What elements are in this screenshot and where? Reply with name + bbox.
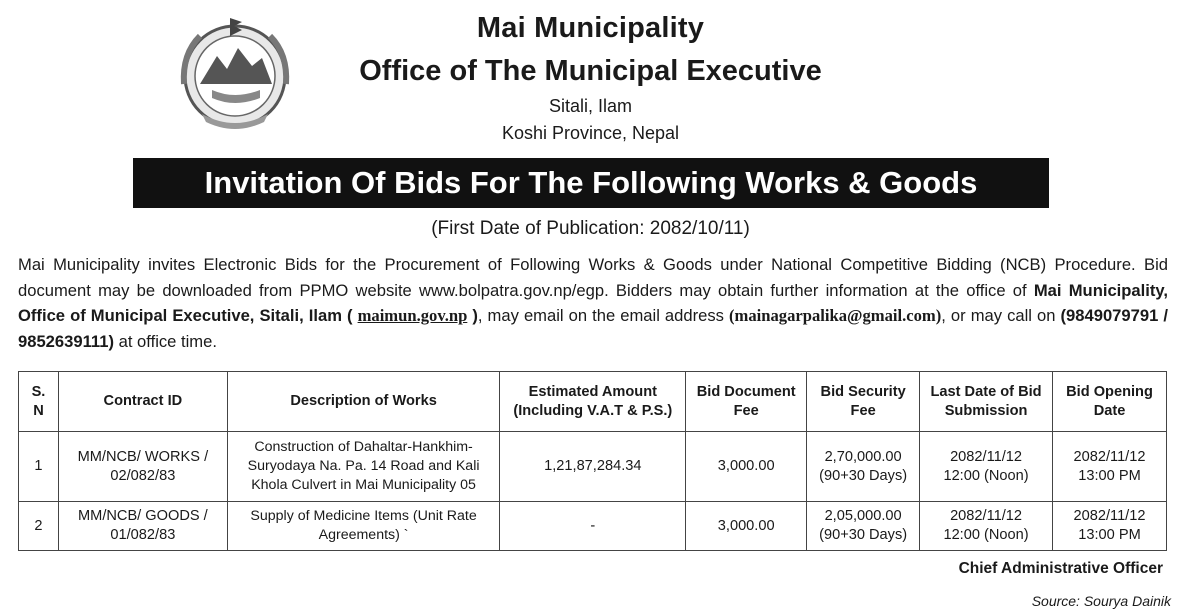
cell-opening-date xyxy=(1053,432,1167,502)
header-description: Description of Works xyxy=(227,372,500,432)
intro-paragraph xyxy=(18,252,1168,354)
notice-banner: Invitation Of Bids For The Following Works & Goods xyxy=(133,158,1049,208)
cell-estimated-amount: - xyxy=(500,502,686,551)
header-doc-fee: Bid Document Fee xyxy=(686,372,807,432)
table-row xyxy=(19,432,1167,502)
security-amount: 2,05,000.00 xyxy=(824,508,902,525)
cell-doc-fee: 3,000.00 xyxy=(686,502,807,551)
source-credit: Source: Sourya Dainik xyxy=(1031,593,1171,609)
intro-text-4: at office time. xyxy=(113,331,217,351)
cell-doc-fee: 3,000.00 xyxy=(686,432,807,502)
table-row xyxy=(19,502,1167,551)
header-opening-date: Bid Opening Date xyxy=(1053,372,1167,432)
cell-description: Construction of Dahaltar-Hankhim-Suryodaya Na. Pa. 14 Road and Kali Khola Culvert in Mai Municipality 05 xyxy=(227,432,500,502)
cell-estimated-amount: 1,21,87,284.34 xyxy=(500,432,686,502)
phone-numbers: (9849079791 / 9852639111) xyxy=(18,306,1168,351)
intro-text-1: Mai Municipality invites Electronic Bids for the Procurement of Following Works & Goods under National Competitive Bidding (NCB) Procedure. Bid document may be downloaded from PPMO website www.bolpatra.gov.np/egp. Bidders may obtain further information at the office of xyxy=(18,255,1168,300)
security-days: (90+30 Days) xyxy=(819,527,908,544)
cell-description: Supply of Medicine Items (Unit Rate Agreements) ` xyxy=(227,502,500,551)
security-days: (90+30 Days) xyxy=(819,467,908,484)
office-address-bold: Mai Municipality, Office of Municipal Executive, Sitali, Ilam ( xyxy=(18,280,1168,325)
last-date: 2082/11/12 xyxy=(950,448,1023,465)
last-time: 12:00 (Noon) xyxy=(943,467,1029,484)
publication-date: (First Date of Publication: 2082/10/11) xyxy=(431,218,750,239)
cell-last-date xyxy=(920,432,1053,502)
cell-contract-id: MM/NCB/ GOODS / 01/082/83 xyxy=(58,502,227,551)
last-time: 12:00 (Noon) xyxy=(943,527,1029,544)
opening-time: 13:00 PM xyxy=(1078,467,1141,484)
cell-last-date xyxy=(920,502,1053,551)
close-paren: ) xyxy=(472,306,478,325)
last-date: 2082/11/12 xyxy=(950,508,1023,525)
header-last-date: Last Date of Bid Submission xyxy=(920,372,1053,432)
bids-table xyxy=(18,371,1167,551)
address-line-2: Koshi Province, Nepal xyxy=(501,123,680,143)
cell-opening-date xyxy=(1053,502,1167,551)
email-link[interactable]: (mainagarpalika@gmail.com) xyxy=(729,306,942,325)
security-amount: 2,70,000.00 xyxy=(824,448,902,465)
opening-date: 2082/11/12 xyxy=(1073,508,1146,525)
office-name: Office of The Municipal Executive xyxy=(359,55,822,87)
address-line-1: Sitali, Ilam xyxy=(548,96,633,116)
opening-time: 13:00 PM xyxy=(1078,527,1141,544)
cell-security-fee xyxy=(807,432,920,502)
website-link[interactable]: maimun.gov.np xyxy=(357,306,468,325)
opening-date: 2082/11/12 xyxy=(1073,448,1146,465)
cell-sn: 1 xyxy=(19,432,59,502)
header-sn: S. N xyxy=(19,372,59,432)
intro-text-2: , may email on the email address xyxy=(477,306,729,325)
cell-contract-id: MM/NCB/ WORKS / 02/082/83 xyxy=(58,432,227,502)
header-security-fee: Bid Security Fee xyxy=(807,372,920,432)
signoff: Chief Administrative Officer xyxy=(958,560,1163,577)
cell-sn: 2 xyxy=(19,502,59,551)
intro-text-3: , or may call on xyxy=(941,306,1061,325)
header-estimated-amount: Estimated Amount (Including V.A.T & P.S.) xyxy=(500,372,686,432)
header-contract-id: Contract ID xyxy=(58,372,227,432)
cell-security-fee xyxy=(807,502,920,551)
table-header-row xyxy=(19,372,1167,432)
org-name: Mai Municipality xyxy=(476,12,705,44)
